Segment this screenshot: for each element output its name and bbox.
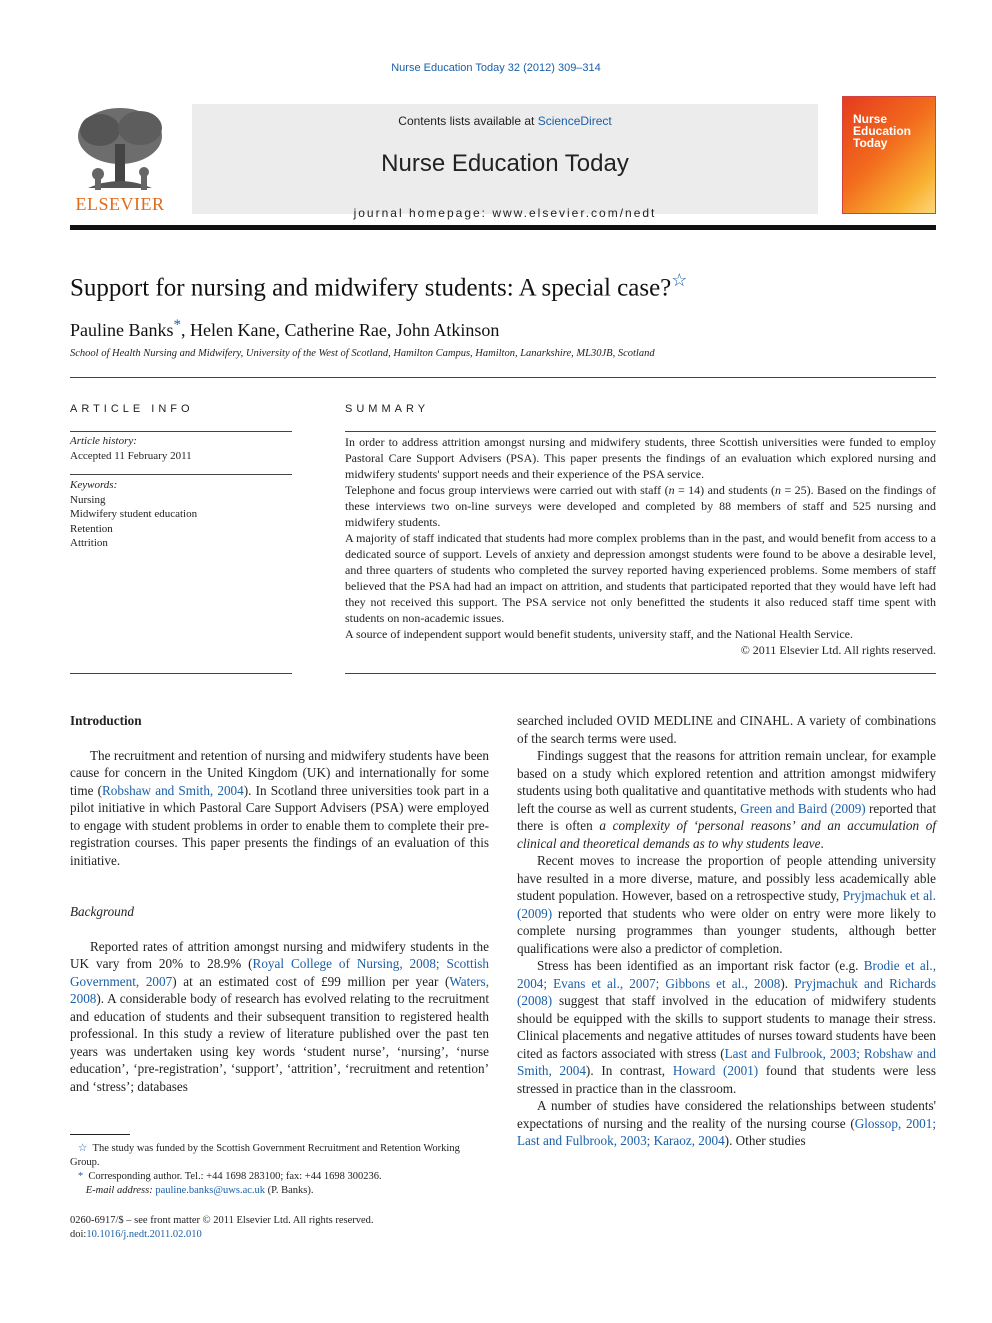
- doi-link[interactable]: 10.1016/j.nedt.2011.02.010: [86, 1229, 202, 1240]
- footnote-rule: [70, 1134, 130, 1135]
- reference-link[interactable]: Robshaw and Smith, 2004: [101, 782, 244, 798]
- elsevier-wordmark: ELSEVIER: [75, 194, 165, 214]
- funding-text: The study was funded by the Scottish Government Recruitment and Retention Working Group.: [70, 1143, 460, 1168]
- body-column-left: [70, 712, 489, 1095]
- cover-title-line: Nurse: [853, 112, 888, 126]
- abstract-copyright: © 2011 Elsevier Ltd. All rights reserved.: [740, 643, 936, 657]
- body-column-right: [517, 712, 936, 1150]
- keyword: Nursing: [70, 493, 106, 506]
- history-label: Article history:: [70, 435, 137, 447]
- doi-label: doi:: [70, 1229, 87, 1240]
- author-list: [70, 317, 499, 341]
- body-text: Recent moves to increase the proportion of people attending university have resulted in a more diverse, mature, and possibly less academically able student population. However, based on a retrospective study,: [517, 853, 936, 903]
- body-text: ). Other studies: [724, 1133, 806, 1148]
- funding-footnote: [70, 1142, 490, 1170]
- body-text: Reported rates of attrition amongst nursing and midwifery students in the UK vary from 20% to 28.9% (: [70, 938, 489, 971]
- body-paragraph: [517, 957, 936, 1097]
- contents-line: [192, 114, 818, 128]
- affiliation: School of Health Nursing and Midwifery, University of the West of Scotland, Hamilton Campus, Hamilton, Lanarkshire, ML30JB, Scotland: [70, 348, 655, 359]
- body-text: suggest that staff involved in the education of midwifery students should be equipped with the skills to support students to manage their stress. Clinical placements and negative attitudes of nurses toward students have been cited as factors associated with stress (: [517, 993, 936, 1061]
- body-paragraph: searched included OVID MEDLINE and CINAHL. A variety of combinations of the search terms were used.: [517, 713, 936, 746]
- body-text: ) at an estimated cost of £99 million per year (: [172, 973, 450, 989]
- author-first: Pauline Banks: [70, 320, 174, 340]
- email-label: E-mail address:: [85, 1185, 153, 1196]
- body-text: ). A considerable body of research has evolved relating to the recruitment and education of students and their subsequent transition to registered health professional. In this study a review of literature published over the past ten years was undertaken using key words ‘student nurse’, ‘nursing’, ‘nurse education’, ‘pre-registration’, ‘support’, ‘attrition’, ‘recruitment and retention’ and ‘stress’; databases: [70, 991, 489, 1094]
- body-text: Findings suggest that the reasons for attrition remain unclear, for example based on a study which explored retention and attrition amongst midwifery students using both qualitative and quantitative methods with students who had left the course as well as current students,: [517, 748, 936, 816]
- abstract-paragraph: [345, 482, 936, 530]
- header-divider: [70, 225, 936, 230]
- body-paragraph: [517, 747, 936, 852]
- doi-line: [70, 1228, 490, 1242]
- keyword: Midwifery student education: [70, 508, 198, 520]
- n-variable: n: [668, 483, 675, 497]
- body-text: A number of studies have considered the relationships between students' expectations of nursing and the reality of the nursing course (: [517, 1098, 936, 1131]
- contents-prefix: Contents lists available at: [398, 114, 538, 128]
- keyword: Attrition: [70, 537, 108, 549]
- article-title-text: Support for nursing and midwifery students: A special case?: [70, 274, 672, 302]
- info-rule-bottom: [70, 673, 292, 674]
- body-paragraph: [70, 747, 489, 870]
- journal-citation[interactable]: Nurse Education Today 32 (2012) 309–314: [391, 62, 601, 74]
- email-footnote: [70, 1184, 490, 1198]
- sciencedirect-link[interactable]: ScienceDirect: [537, 114, 612, 128]
- introduction-heading: Introduction: [70, 713, 142, 728]
- title-divider: [70, 377, 936, 378]
- abstract-paragraph: In order to address attrition amongst nursing and midwifery students, three Scottish universities were funded to employ Pastoral Care Support Advisers (PSA). This paper presents the findings of an evaluation which explored nursing and midwifery students' support needs and their experience of the PSA service.: [345, 435, 936, 481]
- accepted-date: Accepted 11 February 2011: [70, 449, 192, 462]
- article-info-heading: ARTICLE INFO: [70, 403, 194, 415]
- front-matter: [70, 1214, 490, 1242]
- footnotes: [70, 1142, 490, 1198]
- abstract-paragraph: A source of independent support would benefit students, university staff, and the National Health Service.: [345, 627, 853, 641]
- reference-link[interactable]: Waters, 2008: [70, 973, 489, 1006]
- article-history: [70, 434, 292, 463]
- journal-homepage[interactable]: journal homepage: www.elsevier.com/nedt: [353, 206, 657, 220]
- abstract-text: Telephone and focus group interviews were carried out with staff (: [345, 483, 669, 497]
- email-link[interactable]: pauline.banks@uws.ac.uk: [155, 1185, 266, 1196]
- body-text: ).: [780, 975, 795, 991]
- corresponding-footnote: [70, 1170, 490, 1184]
- abstract-text: = 25). Based on the findings of these interviews two on-line surveys were developed and completed by 88 members of staff and 525 nursing and midwifery students.: [345, 483, 936, 529]
- background-heading: Background: [70, 904, 134, 919]
- reference-link[interactable]: Pryjmachuk and Richards (2008): [517, 975, 936, 1008]
- author-rest: , Helen Kane, Catherine Rae, John Atkinson: [181, 320, 500, 340]
- journal-info-box: [192, 104, 818, 220]
- cover-title-line: Today: [853, 136, 888, 150]
- body-text: reported that students who were older on entry were more likely to complete nursing programmes than younger students, although better qualifications were also a predictor of completion.: [517, 905, 936, 956]
- reference-link[interactable]: Brodie et al., 2004; Evans et al., 2007; Gibbons et al., 2008: [517, 958, 936, 991]
- summary-rule-bottom: [345, 673, 936, 674]
- reference-link[interactable]: Glossop, 2001; Last and Fulbrook, 2003; Karaoz, 2004: [517, 1115, 936, 1148]
- body-text: .: [820, 835, 824, 851]
- funding-star-icon: ☆: [77, 1143, 88, 1154]
- cover-title-line: Education: [853, 124, 912, 138]
- journal-banner: [70, 96, 936, 226]
- reference-link[interactable]: Last and Fulbrook, 2003; Robshaw and Smith, 2004: [517, 1045, 936, 1078]
- corresponding-text: Corresponding author. Tel.: +44 1698 283100; fax: +44 1698 300236.: [88, 1171, 382, 1182]
- corresponding-mark: *: [77, 1171, 84, 1182]
- quoted-text: a complexity of ‘personal reasons’ and an accumulation of clinical and theoretical demands as to why students leave: [517, 818, 937, 851]
- email-suffix: (P. Banks).: [265, 1185, 314, 1196]
- summary-heading: SUMMARY: [345, 403, 430, 415]
- keywords-block: [70, 478, 292, 551]
- reference-link[interactable]: Royal College of Nursing, 2008; Scottish Government, 2007: [70, 956, 489, 989]
- summary-rule-top: [345, 431, 936, 432]
- body-text: ). In Scotland three universities took part in a pilot initiative in which Pastoral Care Support Advisers (PSA) were employed to engage with student problems in order to enable them to complete their pre-registration courses. This paper presents the findings of an evaluation of this initiative.: [70, 782, 489, 868]
- abstract: [345, 434, 936, 658]
- reference-link[interactable]: Howard (2001): [672, 1063, 759, 1078]
- body-text: ). In contrast,: [585, 1063, 673, 1078]
- info-rule-mid: [70, 474, 292, 475]
- journal-cover-image: [842, 96, 936, 214]
- abstract-text: = 14) and students (: [674, 483, 776, 497]
- body-paragraph: [517, 1097, 936, 1150]
- reference-link[interactable]: Pryjmachuk et al. (2009): [517, 888, 936, 921]
- keyword: Retention: [70, 522, 113, 535]
- journal-title: Nurse Education Today: [381, 150, 629, 177]
- body-text: The recruitment and retention of nursing and midwifery students have been cause for concern in the United Kingdom (UK) and internationally for some time (: [70, 747, 489, 798]
- n-variable: n: [775, 483, 782, 497]
- reference-link[interactable]: Green and Baird (2009): [740, 800, 866, 816]
- abstract-paragraph: A majority of staff indicated that students had more complex problems than in the past, and would benefit from access to a dedicated source of support. Levels of anxiety and depression amongst students were found to be above a desirable level, and three quarters of students who completed the survey reported having experienced problems. Some members of staff believed that the PSA had had an impact on attrition, and students that participated reported that they would have left had they not received this support. The PSA service not only benefitted the students it also reduced staff time spent with students on non-academic issues.: [345, 531, 936, 625]
- keywords-label: Keywords:: [70, 479, 118, 491]
- body-paragraph: [517, 852, 936, 957]
- article-title: [70, 270, 687, 302]
- body-text: found that students were less stressed in practice than in the classroom.: [517, 1063, 937, 1096]
- corresponding-author-mark[interactable]: *: [173, 317, 181, 333]
- funding-note-star-icon[interactable]: ☆: [671, 270, 688, 290]
- cover-title: [853, 113, 933, 149]
- body-text: Stress has been identified as an important risk factor (e.g.: [537, 958, 864, 973]
- info-rule-top: [70, 431, 292, 432]
- body-paragraph: [70, 938, 489, 1096]
- issn-line: 0260-6917/$ – see front matter © 2011 Elsevier Ltd. All rights reserved.: [70, 1215, 374, 1226]
- body-text: reported that there is often: [517, 800, 937, 833]
